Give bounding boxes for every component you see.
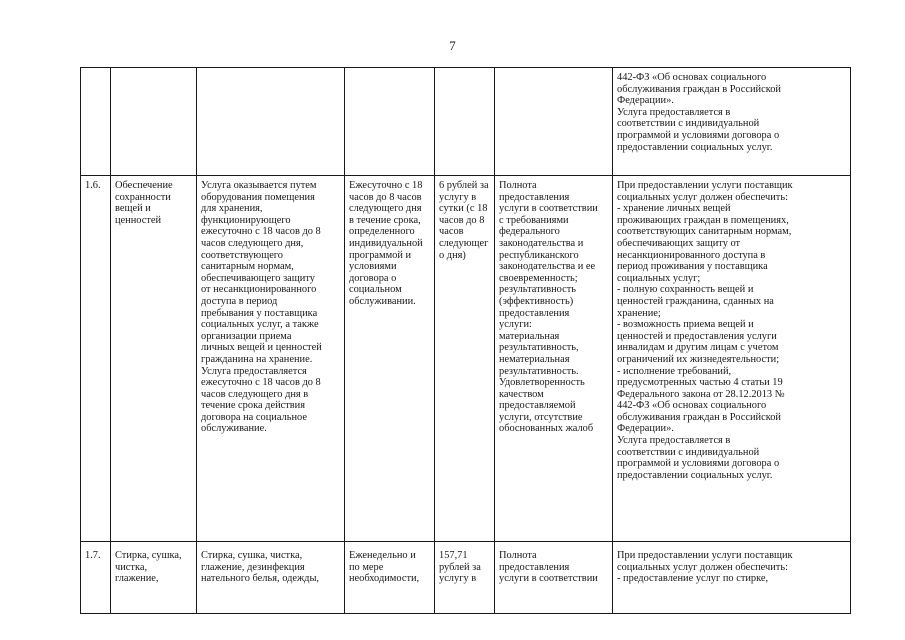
cell-description: Стирка, сушка, чистка, глажение, дезинфекция нательного белья, одежды,: [197, 542, 345, 614]
cell-number: 1.7.: [81, 542, 111, 614]
services-table: [80, 67, 851, 614]
cell-periodicity: Еженедельно и по мере необходимости,: [345, 542, 435, 614]
cell-requirements: При предоставлении услуги поставщик социальных услуг должен обеспечить: - предоставление услуг по стирке,: [613, 542, 851, 614]
cell-periodicity: Ежесуточно с 18 часов до 8 часов следующего дня в течение срока, определенного индивидуальной программой и условиями договора о социальном обслуживании.: [345, 176, 435, 542]
table-row-continuation: [81, 68, 851, 176]
cell-service-name: Обеспечение сохранности вещей и ценностей: [111, 176, 197, 542]
cell-description: [197, 68, 345, 176]
cell-requirements: 442-ФЗ «Об основах социального обслуживания граждан в Российской Федерации». Услуга предоставляется в соответствии с индивидуальной программой и условиями договора о предоставлении социальных услуг.: [613, 68, 851, 176]
cell-number: [81, 68, 111, 176]
table-row-1-7: [81, 542, 851, 614]
page-number: 7: [449, 38, 456, 53]
cell-requirements: При предоставлении услуги поставщик социальных услуг должен обеспечить: - хранение личных вещей проживающих граждан в помещениях, соответствующих санитарным нормам, обеспечивающих защиту от несанкционированного доступа в период проживания у поставщика социальных услуг; - полную сохранность вещей и ценностей гражданина, сданных на хранение; - возможность приема вещей и ценностей и предоставления услуги инвалидам и другим лицам с учетом ограничений их жизнедеятельности; - исполнение требований, предусмотренных частью 4 статьи 19 Федерального закона от 28.12.2013 № 442-ФЗ «Об основах социального обслуживания граждан в Российской Федерации». Услуга предоставляется в соответствии с индивидуальной программой и условиями договора о предоставлении социальных услуг.: [613, 176, 851, 542]
table-row-1-6: [81, 176, 851, 542]
cell-price: [435, 68, 495, 176]
cell-quality: Полнота предоставления услуги в соответствии: [495, 542, 613, 614]
cell-quality: [495, 68, 613, 176]
cell-periodicity: [345, 68, 435, 176]
cell-service-name: [111, 68, 197, 176]
cell-quality: Полнота предоставления услуги в соответствии с требованиями федерального законодательства и республиканского законодательства и ее своевременность; результативность (эффективность) предоставления услуги: материальная результативность, нематериальная результативность. Удовлетворенность качеством предоставляемой услуги, отсутствие обоснованных жалоб: [495, 176, 613, 542]
cell-price: 157,71 рублей за услугу в: [435, 542, 495, 614]
cell-description: Услуга оказывается путем оборудования помещения для хранения, функционирующего ежесуточно с 18 часов до 8 часов следующего дня, соответствующего санитарным нормам, обеспечивающего защиту от несанкционированного доступа в период пребывания у поставщика социальных услуг, а также организации приема личных вещей и ценностей гражданина на хранение. Услуга предоставляется ежесуточно с 18 часов до 8 часов следующего дня в течение срока действия договора на социальное обслуживание.: [197, 176, 345, 542]
cell-number: 1.6.: [81, 176, 111, 542]
cell-service-name: Стирка, сушка, чистка, глажение,: [111, 542, 197, 614]
cell-price: 6 рублей за услугу в сутки (с 18 часов до 8 часов следующег о дня): [435, 176, 495, 542]
